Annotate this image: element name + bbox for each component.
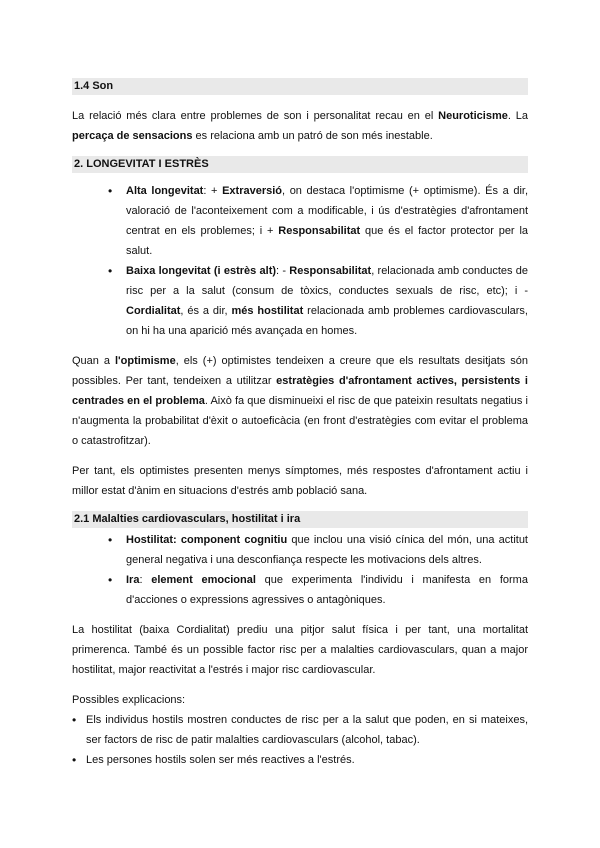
document-page [72,78,528,770]
paragraph-explicacions: Possibles explicacions: [72,694,186,706]
text: , on destaca l'optimisme (+ optimisme). És a dir, valoració de l'aconteixement com a modificable, i ús d'estratègies d'afrontament centrat en els problemes; i + [126,185,528,237]
text: relacionada amb problemes cardiovasculars, on hi ha una aparició més avançada en homes. [126,305,528,337]
text: La relació més clara entre problemes de son i personalitat recau en el [72,110,439,122]
bold-text: més hostilitat [231,305,304,317]
bold-text: Responsabilitat [289,265,372,277]
bold-text: Ira [126,574,140,586]
paragraph-optimistes: Per tant, els optimistes presenten menys símptomes, més respostes d'afrontament actiu i millor estat d'ànim en situacions d'estrés amb població sana. [72,465,528,497]
text: : - [276,265,290,277]
text: que experimenta l'individu i manifesta en forma d'acciones o expressions agressives o antagòniques. [126,574,528,606]
bold-text: Alta longevitat [126,185,204,197]
list-item-explicacio-1: • Els individus hostils mostren conductes de risc per a la salut que poden, en si mateixes, ser factors de risc de patir malalties cardiovasculars (alcohol, tabac). [72,710,528,750]
text: que inclou una visió cínica del món, una actitut general negativa i una desconfiança respecte les motivacions dels altres. [126,534,528,566]
list-item-hostilitat [72,530,528,570]
bold-text: Extraversió [222,185,283,197]
list-item-alta-longevitat [72,181,528,261]
hostility-list [72,530,528,610]
paragraph-optimisme [72,351,528,451]
list-item-baixa-longevitat [72,261,528,341]
bold-text: l'optimisme [115,355,176,367]
list-item-explicacio-2: • Les persones hostils solen ser més reactives a l'estrés. [72,750,528,770]
section-heading-longevitat: 2. LONGEVITAT I ESTRÈS [72,156,528,173]
bold-text: Baixa longevitat (i estrès alt) [126,265,277,277]
section-heading-son: 1.4 Son [72,78,528,95]
text: , els (+) optimistes tendeixen a creure que els resultats desitjats són possibles. Per tant, tendeixen a utilitzar [72,355,528,387]
list-item-ira [72,570,528,610]
bold-text: element emocional [151,574,256,586]
text: es relaciona amb un patró de son més inestable. [192,130,433,142]
bold-text: Hostilitat: component cognitiu [126,534,288,546]
longevity-list [72,181,528,341]
bold-text: estratègies d'afrontament actives, persistents i centrades en el problema [72,375,528,407]
text: , és a dir, [180,305,232,317]
section-heading-malalties: 2.1 Malalties cardiovasculars, hostilitat i ira [72,511,528,528]
text: Quan a [72,355,115,367]
paragraph-hostilitat: La hostilitat (baixa Cordialitat) prediu una pitjor salut física i per tant, una mortalitat primerenca. També és un possible factor risc per a malalties cardiovasculars, quan a major hostilitat, major reactivitat a l'estrés i major risc cardiovascular. [72,624,528,676]
bold-text: percaça de sensacions [72,130,193,142]
text: . Això fa que disminueixi el risc de que pateixin resultats negatius i n'augmenta la probabilitat d'èxit o autoeficàcia (en front d'estratègies com evitar el problema o catastrofitzar). [72,395,528,447]
paragraph-son [72,106,528,146]
text: : [139,574,152,586]
text: , relacionada amb conductes de risc per a la salut (consum de tòxics, conductes sexuals de risc, etc); i - [126,265,528,297]
text: . La [507,110,528,122]
text: que és el factor protector per la salut. [126,225,529,257]
bold-text: Cordialitat [126,305,181,317]
bold-text: Responsabilitat [278,225,361,237]
text: : + [203,185,223,197]
explanations-list [72,710,528,770]
bold-text: Neuroticisme [438,110,508,122]
